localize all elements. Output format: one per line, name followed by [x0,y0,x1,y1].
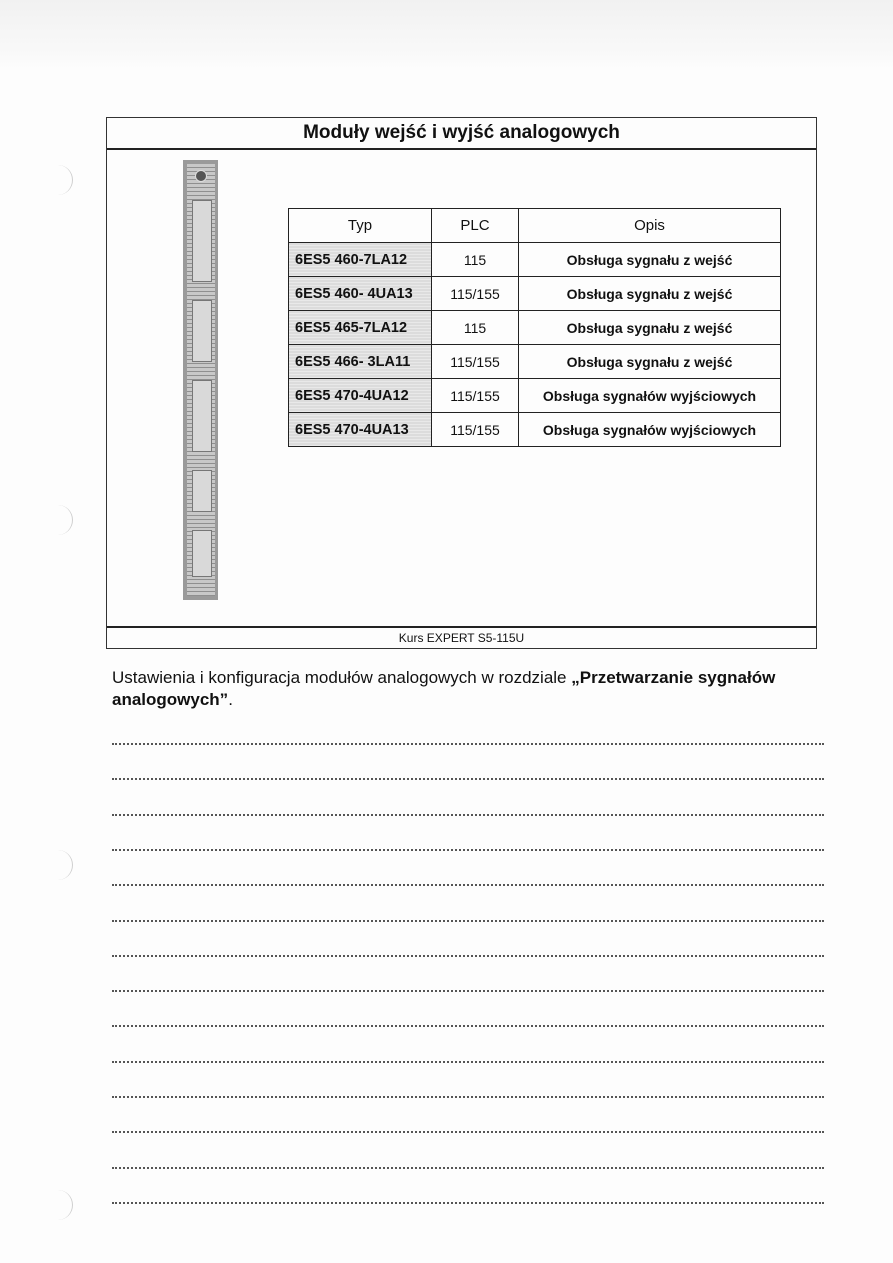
cell-opis: Obsługa sygnału z wejść [519,345,781,379]
dotted-writing-line [112,955,824,957]
cell-plc: 115/155 [432,379,519,413]
table-row [289,413,781,447]
column-header-opis: Opis [519,209,781,243]
cell-typ: 6ES5 460- 4UA13 [289,277,432,311]
cell-typ: 6ES5 460-7LA12 [289,243,432,277]
cell-typ: 6ES5 470-4UA12 [289,379,432,413]
cell-opis: Obsługa sygnału z wejść [519,243,781,277]
dotted-writing-line [112,990,824,992]
cell-opis: Obsługa sygnałów wyjściowych [519,413,781,447]
dotted-writing-line [112,1131,824,1133]
module-photo [183,160,218,600]
cell-opis: Obsługa sygnału z wejść [519,277,781,311]
dotted-writing-line [112,1096,824,1098]
column-header-plc: PLC [432,209,519,243]
slide-title: Moduły wejść i wyjść analogowych [107,118,816,150]
dotted-writing-line [112,778,824,780]
dotted-writing-line [112,849,824,851]
cell-typ: 6ES5 465-7LA12 [289,311,432,345]
intro-text-end: . [228,690,233,709]
cell-plc: 115/155 [432,413,519,447]
dotted-writing-line [112,1202,824,1204]
table-row [289,379,781,413]
dotted-writing-line [112,743,824,745]
module-knob [195,170,207,182]
table-row [289,345,781,379]
cell-plc: 115/155 [432,345,519,379]
dotted-writing-line [112,1061,824,1063]
table-header-row [289,209,781,243]
cell-opis: Obsługa sygnału z wejść [519,311,781,345]
binder-hole [50,1190,73,1220]
cell-typ: 6ES5 470-4UA13 [289,413,432,447]
binder-hole [50,165,73,195]
dotted-writing-line [112,884,824,886]
dotted-writing-line [112,814,824,816]
cell-plc: 115 [432,311,519,345]
cell-plc: 115/155 [432,277,519,311]
dotted-writing-line [112,1025,824,1027]
binder-hole [50,505,73,535]
slide-footer: Kurs EXPERT S5-115U [107,626,816,648]
scan-edge [0,0,893,68]
binder-hole [50,850,73,880]
dotted-writing-line [112,1167,824,1169]
table-row [289,243,781,277]
dotted-writing-line [112,920,824,922]
intro-text: Ustawienia i konfiguracja modułów analogowych w rozdziale [112,668,572,687]
cell-opis: Obsługa sygnałów wyjściowych [519,379,781,413]
cell-typ: 6ES5 466- 3LA11 [289,345,432,379]
table-row [289,277,781,311]
slide-frame [106,117,817,649]
column-header-typ: Typ [289,209,432,243]
modules-table [288,208,781,447]
table-row [289,311,781,345]
intro-paragraph [112,667,832,711]
cell-plc: 115 [432,243,519,277]
chapter-reference: „Przetwarzanie sygnałów analogowych” [112,668,776,709]
